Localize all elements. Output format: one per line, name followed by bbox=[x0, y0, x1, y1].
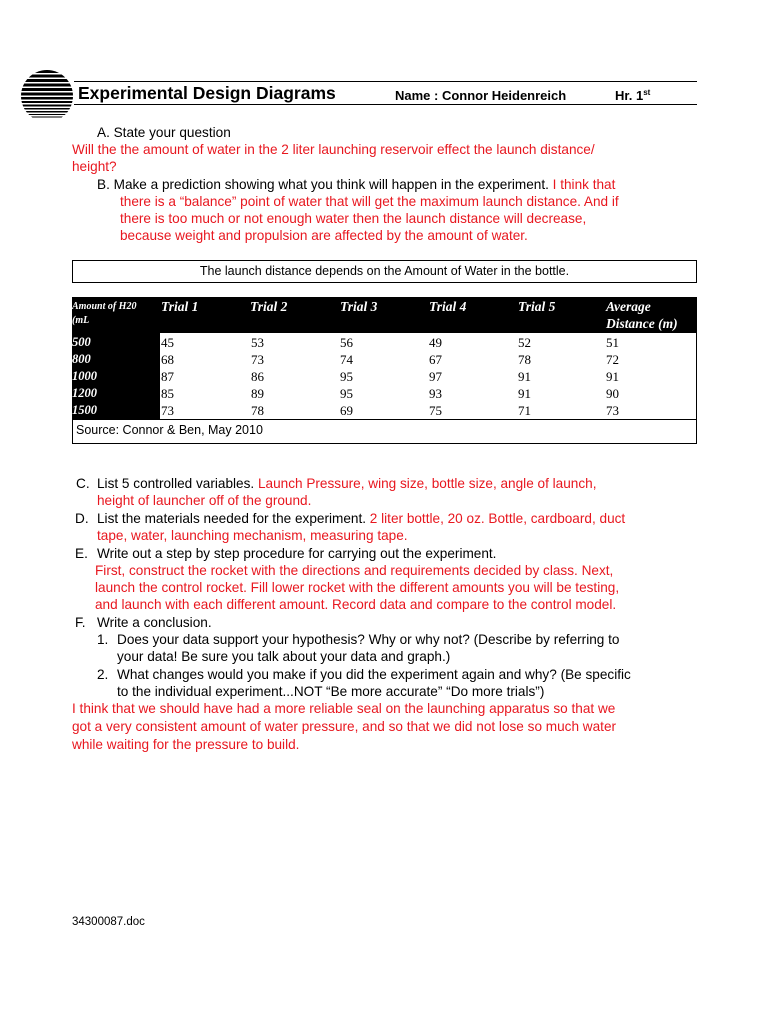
table-cell-average: 51 bbox=[606, 335, 619, 350]
table-cell: 75 bbox=[429, 403, 442, 418]
table-cell: 73 bbox=[251, 352, 264, 367]
question-2-number: 2. bbox=[97, 667, 109, 682]
section-d-answer-line: tape, water, launching mechanism, measuring tape. bbox=[97, 528, 408, 543]
question-1-line: Does your data support your hypothesis? Why or why not? (Describe by referring to bbox=[117, 632, 620, 647]
column-header-average: Distance (m) bbox=[606, 316, 678, 331]
section-b-answer-line: because weight and propulsion are affected by the amount of water. bbox=[120, 228, 528, 243]
table-cell: 78 bbox=[251, 403, 264, 418]
table-source-divider bbox=[72, 419, 696, 420]
student-name: Name : Connor Heidenreich bbox=[395, 88, 567, 103]
table-cell-average: 73 bbox=[606, 403, 619, 418]
table-cell: 95 bbox=[340, 386, 353, 401]
section-c-answer-line: height of launcher off of the ground. bbox=[97, 493, 312, 508]
section-d-prompt: List the materials needed for the experiment. bbox=[97, 511, 367, 526]
row-amount: 1500 bbox=[72, 403, 97, 417]
section-e-answer-line: launch the control rocket. Fill lower rocket with the different amounts you will be testing, bbox=[95, 580, 620, 595]
conclusion-answer-line: got a very consistent amount of water pressure, and so that we did not lose so much water bbox=[72, 719, 617, 734]
table-cell: 56 bbox=[340, 335, 353, 350]
header-bottom-rule bbox=[74, 104, 697, 105]
table-cell: 69 bbox=[340, 403, 353, 418]
column-header: Trial 5 bbox=[518, 299, 556, 314]
column-header: Trial 1 bbox=[161, 299, 199, 314]
section-e-prompt: Write out a step by step procedure for carrying out the experiment. bbox=[97, 546, 497, 561]
section-b-answer-start: I think that bbox=[552, 177, 616, 192]
table-cell: 45 bbox=[161, 335, 174, 350]
section-f-letter: F. bbox=[75, 615, 86, 630]
section-c-prompt: List 5 controlled variables. bbox=[97, 476, 255, 491]
section-d-letter: D. bbox=[75, 511, 89, 526]
table-cell-average: 91 bbox=[606, 369, 619, 384]
column-header: Trial 4 bbox=[429, 299, 467, 314]
table-cell: 71 bbox=[518, 403, 531, 418]
table-cell: 85 bbox=[161, 386, 174, 401]
section-d-line bbox=[97, 510, 625, 527]
table-cell: 78 bbox=[518, 352, 531, 367]
row-header-label: Amount of H20 bbox=[72, 301, 137, 312]
section-b-prompt: B. Make a prediction showing what you think will happen in the experiment. bbox=[97, 177, 549, 192]
table-cell: 49 bbox=[429, 335, 442, 350]
question-2-line: What changes would you make if you did the experiment again and why? (Be specific bbox=[117, 667, 631, 682]
table-cell: 91 bbox=[518, 369, 531, 384]
section-f-prompt: Write a conclusion. bbox=[97, 615, 212, 630]
section-a-prompt: A. State your question bbox=[97, 125, 231, 140]
table-cell: 74 bbox=[340, 352, 353, 367]
section-e-answer-line: and launch with each different amount. Record data and compare to the control model. bbox=[95, 597, 617, 612]
class-hour: Hr. 1st bbox=[615, 88, 651, 103]
row-amount: 500 bbox=[72, 335, 91, 349]
section-a-answer-line: Will the the amount of water in the 2 liter launching reservoir effect the launch distance/ bbox=[72, 142, 595, 157]
column-header: Trial 3 bbox=[340, 299, 378, 314]
table-cell: 86 bbox=[251, 369, 264, 384]
table-cell: 53 bbox=[251, 335, 264, 350]
table-cell: 97 bbox=[429, 369, 442, 384]
table-cell: 67 bbox=[429, 352, 442, 367]
page-title: Experimental Design Diagrams bbox=[78, 83, 336, 103]
column-header-average: Average bbox=[606, 299, 651, 314]
footer-filename: 34300087.doc bbox=[72, 916, 145, 928]
table-cell: 93 bbox=[429, 386, 442, 401]
table-cell: 68 bbox=[161, 352, 174, 367]
section-c-answer-start: Launch Pressure, wing size, bottle size, angle of launch, bbox=[257, 476, 597, 491]
row-header-label: (mL bbox=[72, 315, 90, 326]
column-header: Trial 2 bbox=[250, 299, 288, 314]
table-cell: 87 bbox=[161, 369, 174, 384]
table-cell: 89 bbox=[251, 386, 264, 401]
section-b-line bbox=[97, 176, 615, 193]
section-c-letter: C. bbox=[76, 476, 90, 491]
table-cell: 52 bbox=[518, 335, 531, 350]
section-d-answer-start: 2 liter bottle, 20 oz. Bottle, cardboard, duct bbox=[369, 511, 626, 526]
table-cell-average: 72 bbox=[606, 352, 619, 367]
logo-striped-globe-icon bbox=[20, 69, 74, 123]
row-amount: 1000 bbox=[72, 369, 97, 383]
question-1-number: 1. bbox=[97, 632, 109, 647]
table-cell-average: 90 bbox=[606, 386, 619, 401]
header-top-rule bbox=[74, 81, 697, 82]
table-cell: 95 bbox=[340, 369, 353, 384]
section-a-answer-line: height? bbox=[72, 159, 117, 174]
question-2-line: to the individual experiment...NOT “Be more accurate” “Do more trials”) bbox=[117, 684, 545, 699]
conclusion-answer-line: while waiting for the pressure to build. bbox=[72, 737, 300, 752]
conclusion-answer-line: I think that we should have had a more reliable seal on the launching apparatus so that we bbox=[72, 701, 616, 716]
section-b-answer-line: there is a “balance” point of water that will get the maximum launch distance. And if bbox=[120, 194, 619, 209]
section-b-answer-line: there is too much or not enough water then the launch distance will decrease, bbox=[120, 211, 587, 226]
row-amount: 800 bbox=[72, 352, 91, 366]
table-source: Source: Connor & Ben, May 2010 bbox=[76, 423, 263, 437]
row-amount: 1200 bbox=[72, 386, 97, 400]
section-e-letter: E. bbox=[75, 546, 88, 561]
dependency-statement: The launch distance depends on the Amount of Water in the bottle. bbox=[72, 260, 697, 283]
table-cell: 73 bbox=[161, 403, 174, 418]
section-e-answer-line: First, construct the rocket with the directions and requirements decided by class. Next, bbox=[95, 563, 614, 578]
section-c-line bbox=[97, 475, 596, 492]
table-cell: 91 bbox=[518, 386, 531, 401]
question-1-line: your data! Be sure you talk about your data and graph.) bbox=[117, 649, 451, 664]
